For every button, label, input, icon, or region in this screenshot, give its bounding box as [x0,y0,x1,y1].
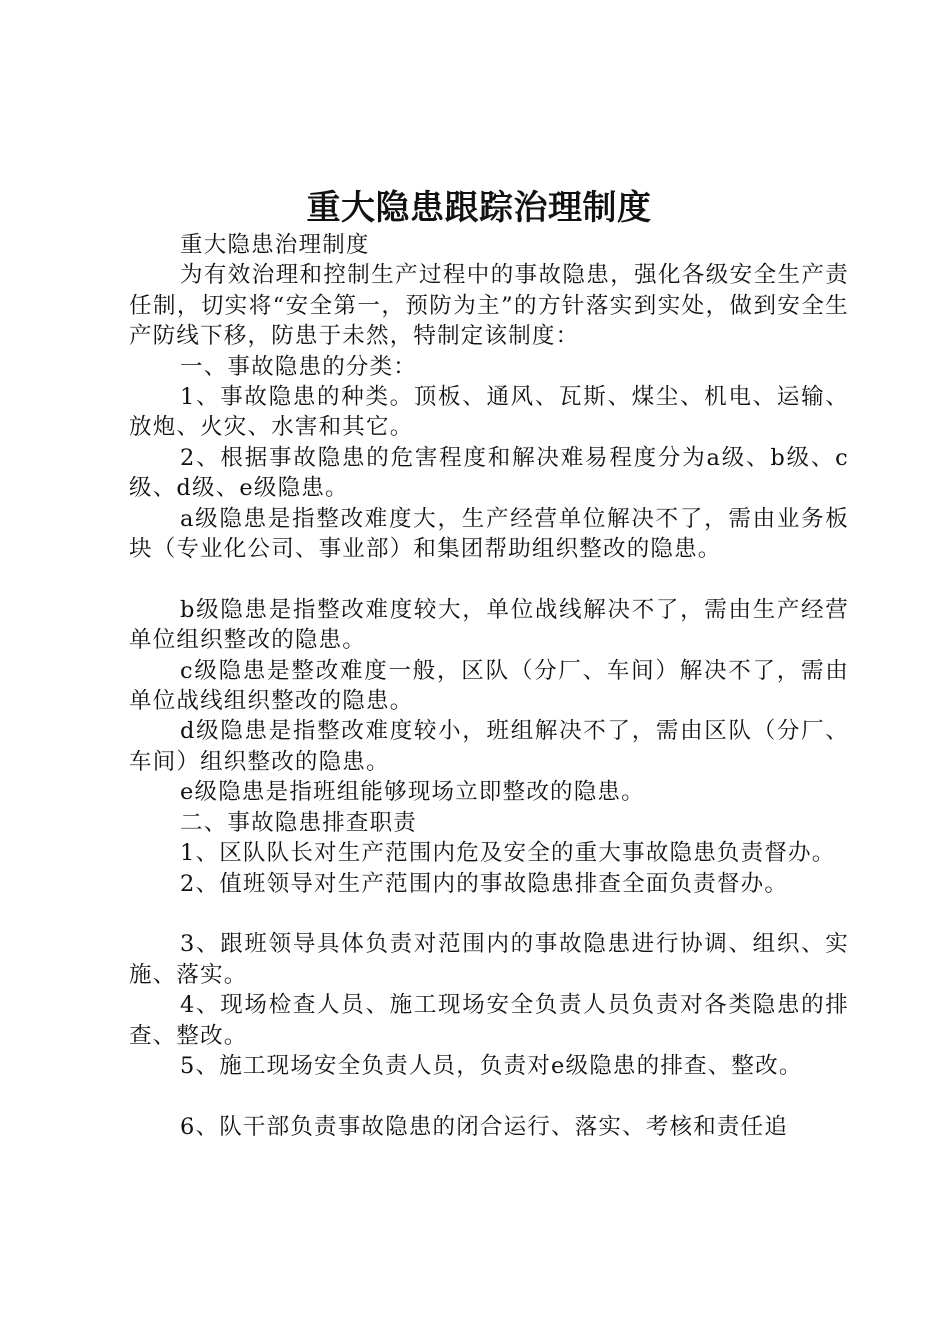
list-item: 2、根据事故隐患的危害程度和解决难易程度分为a级、b级、c级、d级、e级隐患。 [129,444,849,502]
hazard-level-e: e级隐患是指班组能够现场立即整改的隐患。 [180,779,645,806]
document-body [129,230,849,1142]
intro-paragraph: 为有效治理和控制生产过程中的事故隐患，强化各级安全生产责任制，切实将“安全第一，预防为主”的方针落实到实处，做到安全生产防线下移，防患于未然，特制定该制度： [129,262,849,350]
section-heading-responsibilities: 二、事故隐患排查职责 [180,809,418,836]
hazard-level-a: a级隐患是指整改难度大，生产经营单位解决不了，需由业务板块（专业化公司、事业部）和集团帮助组织整改的隐患。 [129,505,849,563]
list-item: 6、队干部负责事故隐患的闭合运行、落实、考核和责任追 [180,1113,789,1140]
list-item: 3、跟班领导具体负责对范围内的事故隐患进行协调、组织、实施、落实。 [129,931,849,988]
subtitle-paragraph: 重大隐患治理制度 [180,232,370,258]
hazard-level-c: c级隐患是整改难度一般，区队（分厂、车间）解决不了，需由单位战线组织整改的隐患。 [129,657,849,715]
list-item: 1、区队队长对生产范围内危及安全的重大事故隐患负责督办。 [180,840,836,867]
list-item: 1、事故隐患的种类。顶板、通风、瓦斯、煤尘、机电、运输、放炮、火灾、水害和其它。 [129,384,849,441]
list-item: 5、施工现场安全负责人员，负责对e级隐患的排查、整改。 [180,1052,803,1079]
document-title: 重大隐患跟踪治理制度 [306,188,652,228]
section-heading-classification: 一、事故隐患的分类： [180,353,418,380]
list-item: 4、现场检查人员、施工现场安全负责人员负责对各类隐患的排查、整改。 [129,992,849,1049]
hazard-level-b: b级隐患是指整改难度较大，单位战线解决不了，需由生产经营单位组织整改的隐患。 [129,596,849,654]
list-item: 2、值班领导对生产范围内的事故隐患排查全面负责督办。 [180,870,789,897]
hazard-level-d: d级隐患是指整改难度较小，班组解决不了，需由区队（分厂、车间）组织整改的隐患。 [129,718,849,775]
